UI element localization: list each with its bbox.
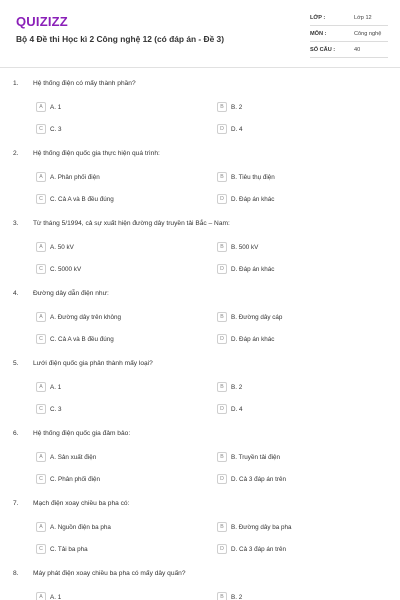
option-letter-box: D [217, 124, 227, 134]
question-text: Máy phát điện xoay chiều ba pha có mấy dây quấn? [33, 570, 186, 577]
option-label: C. Cả A và B đều đúng [50, 195, 114, 203]
option-label: A. Đường dây trên không [50, 313, 122, 321]
option-letter-box: C [36, 404, 46, 414]
option-letter-box: C [36, 194, 46, 204]
question-number: 2. [13, 150, 19, 157]
option-label: B. Đường dây ba pha [231, 523, 292, 531]
option-letter-box: D [217, 334, 227, 344]
option-label: C. 3 [50, 125, 62, 133]
meta-table [310, 12, 388, 62]
option-label: D. 4 [231, 125, 243, 133]
option-label: D. Cả 3 đáp án trên [231, 545, 286, 553]
option-letter-box: A [36, 382, 46, 392]
question-number: 4. [13, 290, 19, 297]
option-label: A. Phân phối điện [50, 173, 100, 181]
option-letter-box: B [217, 452, 227, 462]
option-letter-box: C [36, 544, 46, 554]
option-label: D. Cả 3 đáp án trên [231, 475, 286, 483]
option-label: A. Sản xuất điện [50, 453, 97, 461]
meta-value: 40 [354, 47, 361, 53]
option-label: C. Tải ba pha [50, 545, 88, 553]
question-number: 5. [13, 360, 19, 367]
option-letter-box: A [36, 592, 46, 600]
question-number: 3. [13, 220, 19, 227]
option-letter-box: C [36, 264, 46, 274]
page-title: Bộ 4 Đề thi Học kì 2 Công nghệ 12 (có đáp án - Đề 3) [16, 34, 225, 44]
meta-row-count [310, 44, 388, 58]
question-number: 7. [13, 500, 19, 507]
meta-row-subject [310, 28, 388, 42]
meta-key: SỐ CÂU : [310, 47, 336, 53]
question-text: Đường dây dẫn điện như: [33, 290, 109, 297]
meta-value: Công nghệ [354, 31, 382, 37]
option-letter-box: A [36, 452, 46, 462]
option-letter-box: D [217, 194, 227, 204]
option-letter-box: C [36, 124, 46, 134]
option-label: B. 2 [231, 383, 243, 391]
question-number: 1. [13, 80, 19, 87]
option-letter-box: D [217, 404, 227, 414]
option-label: A. 1 [50, 593, 62, 600]
option-letter-box: A [36, 102, 46, 112]
option-label: C. 5000 kV [50, 265, 82, 273]
option-label: B. Truyền tải điện [231, 453, 281, 461]
option-letter-box: D [217, 544, 227, 554]
question-text: Hệ thống điện quốc gia đảm bảo: [33, 430, 131, 437]
meta-row-class [310, 12, 388, 26]
option-label: A. 1 [50, 103, 62, 111]
question-text: Từ tháng 5/1994, cả sự xuất hiện đường dây truyền tải Bắc – Nam: [33, 220, 230, 227]
option-label: D. Đáp án khác [231, 195, 275, 203]
question-number: 6. [13, 430, 19, 437]
option-label: B. 500 kV [231, 243, 259, 251]
option-letter-box: A [36, 172, 46, 182]
meta-value: Lớp 12 [354, 15, 372, 21]
option-label: C. Cả A và B đều đúng [50, 335, 114, 343]
option-letter-box: B [217, 242, 227, 252]
option-label: C. Phân phối điện [50, 475, 101, 483]
option-letter-box: A [36, 522, 46, 532]
option-letter-box: A [36, 242, 46, 252]
option-letter-box: B [217, 102, 227, 112]
option-letter-box: B [217, 522, 227, 532]
option-letter-box: A [36, 312, 46, 322]
question-text: Hệ thống điện quốc gia thực hiện quá trình: [33, 150, 160, 157]
option-label: B. Tiêu thụ điện [231, 173, 275, 181]
option-label: D. 4 [231, 405, 243, 413]
option-label: B. 2 [231, 103, 243, 111]
header-divider [0, 67, 400, 68]
option-letter-box: C [36, 474, 46, 484]
option-letter-box: D [217, 264, 227, 274]
meta-key: LỚP : [310, 15, 326, 21]
option-label: B. 2 [231, 593, 243, 600]
meta-key: MÔN : [310, 31, 327, 37]
question-text: Hệ thống điện có mấy thành phần? [33, 80, 136, 87]
option-letter-box: B [217, 172, 227, 182]
option-letter-box: B [217, 312, 227, 322]
option-label: A. 1 [50, 383, 62, 391]
question-text: Lưới điện quốc gia phân thành mấy loại? [33, 360, 153, 367]
option-label: D. Đáp án khác [231, 335, 275, 343]
option-label: A. Nguồn điện ba pha [50, 523, 111, 531]
option-label: B. Đường dây cáp [231, 313, 283, 321]
option-label: A. 50 kV [50, 243, 74, 251]
option-label: D. Đáp án khác [231, 265, 275, 273]
option-letter-box: C [36, 334, 46, 344]
question-text: Mạch điện xoay chiều ba pha có: [33, 500, 130, 507]
option-letter-box: D [217, 474, 227, 484]
quizizz-logo: QUIZIZZ [16, 14, 68, 29]
option-letter-box: B [217, 382, 227, 392]
option-letter-box: B [217, 592, 227, 600]
option-label: C. 3 [50, 405, 62, 413]
question-number: 8. [13, 570, 19, 577]
